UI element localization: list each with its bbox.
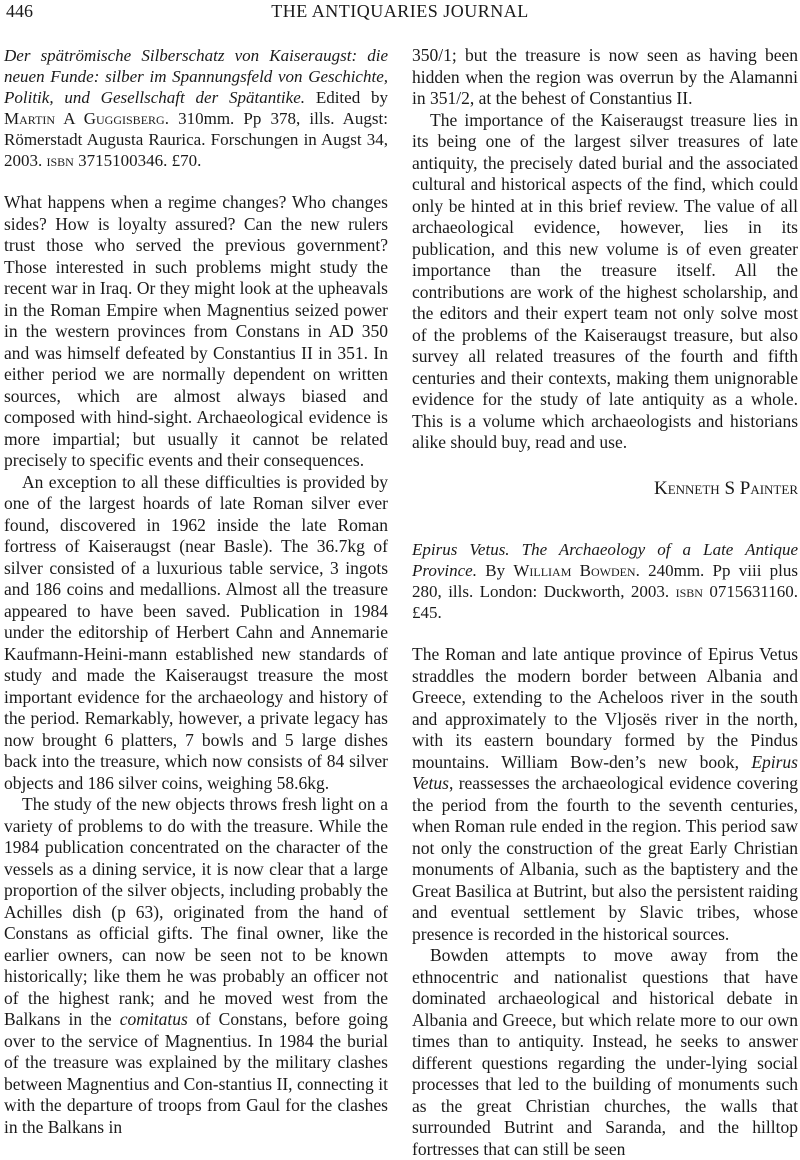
review2-isbn-price: 0715631160. £45. bbox=[412, 582, 798, 622]
review2-bibliographic-entry bbox=[412, 539, 798, 623]
review2-by: By bbox=[476, 561, 514, 580]
review2-details: . 240mm. Pp viii plus 280, ills. London: Duckworth, 2003. bbox=[412, 561, 799, 601]
review1-isbn-price: 3715100346. £70. bbox=[73, 151, 202, 170]
review1-paragraph-1: What happens when a regime changes? Who changes sides? How is loyalty assured? Can the new rulers trust those who served the previous government? Those interested in such problems might study the recent war in Iraq. Or they might look at the upheavals in the Roman Empire when Magnentius seized power in the western provinces from Constans in AD 350 and was himself defeated by Constantius II in 351. In either period we are normally dependent on written sources, which are almost always biased and composed with hind-sight. Archaeological evidence is more impartial; but usually it cannot be related precisely to specific events and their consequences. bbox=[4, 192, 388, 470]
review1-edited-by: Edited by bbox=[315, 88, 388, 107]
review2-paragraph-2: Bowden attempts to move away from the ethnocentric and nationalist questions that have dominated archaeological and historical debate in Albania and Greece, but which relate more to our own times than to antiquity. Instead, he seeks to answer different questions regarding the under-lying social processes that led to the building of monuments such as the great Christian churches, the walls that surrounded Butrint and Saranda, and the hilltop fortresses that can still be seen bbox=[412, 945, 798, 1159]
review1-bibliographic-entry bbox=[4, 45, 388, 171]
review1-paragraph-3-text-a: The study of the new objects throws fresh light on a variety of problems to do with the treasure. While the 1984 publication concentrated on the character of the vessels as a dining service, it is now clear that a large proportion of the silver objects, including probably the Achilles dish (p 63), originated from the hand of Constans as official gifts. The final owner, like the earlier owners, can now be seen not to be known historically; like them he was probably an officer not of the highest rank; and he moved west from the Balkans in the bbox=[4, 794, 388, 1029]
review1-book-title: Der spätrömische Silberschatz von Kaiseraugst: die neuen Funde: silber im Spannungsfeld von Geschichte, Politik, und Gesellschaft der Spätantike. bbox=[4, 46, 388, 107]
review1-isbn-label: isbn bbox=[46, 151, 74, 170]
review1-details: . 310mm. Pp 378, ills. Augst: Römerstadt Augusta Raurica. Forschungen in Augst 34, 2003. bbox=[4, 109, 388, 170]
review1-paragraph-2: An exception to all these difficulties is provided by one of the largest hoards of late Roman silver ever found, discovered in 1962 inside the late Roman fortress of Kaiseraugst (near Basle). The 36.7kg of silver consisted of a luxurious table service, 3 ingots and 186 coins and medallions. Almost all the treasure appeared to have been saved. Publication in 1984 under the editorship of Herbert Cahn and Annemarie Kaufmann-Heini-mann established new standards of study and made the Kaiseraugst treasure the most important evidence for the archaeology and history of the period. Remarkably, however, a private legacy has now brought 6 platters, 7 bowls and 5 large dishes back into the treasure, which now consists of 84 silver objects and 186 silver coins, weighing 58.6kg. bbox=[4, 471, 388, 793]
review2-paragraph-1-italic: Epirus Vetus bbox=[412, 751, 798, 793]
running-head bbox=[0, 0, 800, 26]
review2-author: William Bowden bbox=[513, 561, 636, 580]
review1-paragraph-4: 350/1; but the treasure is now seen as having been hidden when the region was overrun by the Alamanni in 351/2, at the behest of Constantius II. bbox=[412, 45, 798, 108]
left-column bbox=[4, 45, 388, 1138]
review2-paragraph-1 bbox=[412, 644, 798, 945]
reviewer-signature: Kenneth S Painter bbox=[653, 477, 798, 499]
right-column bbox=[412, 45, 798, 1160]
review2-book-title: Epirus Vetus. The Archaeology of a Late Antique Province. bbox=[412, 540, 798, 580]
review2-paragraph-1-text-b: , reassesses the archaeological evidence covering the period from the fourth to the seventh centuries, when Roman rule ended in the region. This period saw not only the construction of the great Early Christian monuments of Albania, such as the baptistery and the Great Basilica at Butrint, but also the persistent raiding and eventual settlement by Slavic tribes, whose presence is recorded in the historical sources. bbox=[412, 773, 798, 944]
review1-paragraph-5: The importance of the Kaiseraugst treasure lies in its being one of the largest silver treasures of late antiquity, the precisely dated burial and the associated cultural and historical aspects of the find, which could only be hinted at in this brief review. The value of all archaeological evidence, however, lies in its publication, and this new volume is of even greater importance than the treasure itself. All the contributions are work of the highest scholarship, and the editors and their expert team not only solve most of the problems of the Kaiseraugst treasure, but also survey all related treasures of the fourth and fifth centuries and their contexts, making them unignorable evidence for the study of late antiquity as a whole. This is a volume which archaeologists and historians alike should buy, read and use. bbox=[412, 109, 798, 452]
review1-paragraph-3 bbox=[4, 794, 388, 1138]
review2-paragraph-1-text-a: The Roman and late antique province of Epirus Vetus straddles the modern border between Albania and Greece, extending to the Acheloos river in the south and approximately to the Vljosës river in the north, with its eastern boundary formed by the Pindus mountains. William Bow-den’s new book, bbox=[412, 644, 798, 772]
review1-editor: Martin A Guggisberg bbox=[4, 109, 165, 128]
page-number: 446 bbox=[6, 1, 33, 21]
review1-paragraph-3-italic: comitatus bbox=[119, 1009, 188, 1029]
review1-paragraph-3-text-b: of Constans, before going over to the service of Magnentius. In 1984 the burial of the treasure was explained by the military clashes between Magnentius and Con-stantius II, connecting it with the departure of troops from Gaul for the clashes in the Balkans in bbox=[4, 1009, 388, 1137]
review2-isbn-label: isbn bbox=[675, 582, 703, 601]
journal-title: THE ANTIQUARIES JOURNAL bbox=[271, 1, 529, 21]
